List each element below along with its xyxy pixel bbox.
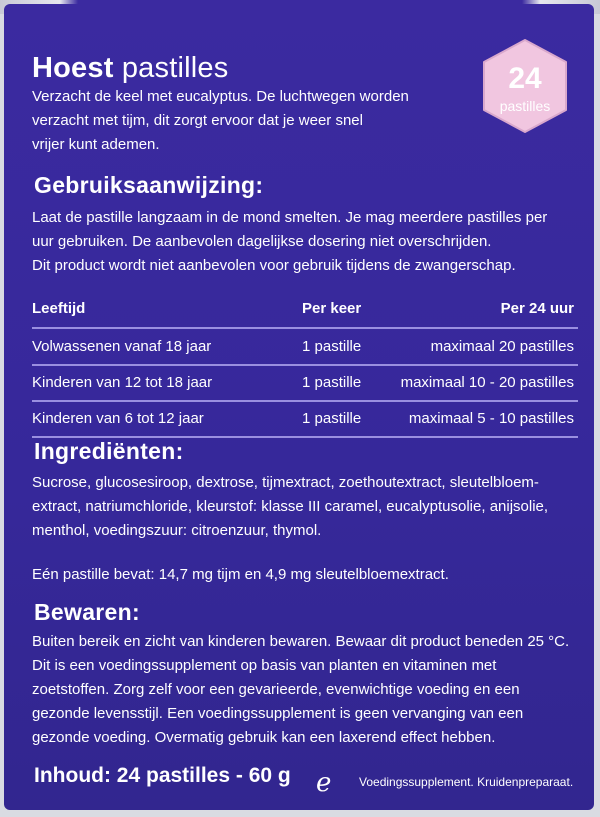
col-header-age: Leeftijd	[32, 300, 86, 317]
net-contents: Inhoud: 24 pastilles - 60 g	[34, 764, 291, 787]
supplement-note: Voedingssupplement. Kruidenpreparaat.	[359, 775, 574, 789]
cell-per-day: maximaal 20 pastilles	[430, 338, 574, 355]
storage-line-4: gezonde levensstijl. Een voedingssupplement is geen vervanging van een	[32, 705, 524, 722]
cell-per-day: maximaal 5 - 10 pastilles	[408, 410, 574, 427]
product-title	[32, 52, 228, 85]
badge-count: 24	[508, 62, 542, 95]
dosage-header-row	[32, 292, 578, 326]
content-note: Eén pastille bevat: 14,7 mg tijm en 4,9 mg sleutelbloemextract.	[32, 566, 449, 583]
cell-per-day: maximaal 10 - 20 pastilles	[400, 374, 574, 391]
usage-line-1: Laat de pastille langzaam in de mond smelten. Je mag meerdere pastilles per	[32, 209, 548, 226]
ingredients-line-1: Sucrose, glucosesiroop, dextrose, tijmextract, zoethoutextract, sleutelbloem-	[32, 474, 539, 491]
usage-heading: Gebruiksaanwijzing:	[34, 172, 264, 198]
table-row	[32, 402, 578, 436]
storage-heading: Bewaren:	[34, 599, 140, 625]
col-header-per-dose: Per keer	[302, 300, 362, 317]
table-row	[32, 366, 578, 400]
intro-line-1: Verzacht de keel met eucalyptus. De luchtwegen worden	[32, 88, 409, 105]
storage-line-2: Dit is een voedingssupplement op basis van planten en vitaminen met	[32, 657, 497, 674]
ingredients-line-3: menthol, voedingszuur: citroenzuur, thymol.	[32, 522, 322, 539]
col-header-per-day: Per 24 uur	[500, 300, 574, 317]
table-row	[32, 330, 578, 364]
product-title-light: pastilles	[121, 52, 229, 84]
cell-per-dose: 1 pastille	[302, 338, 362, 355]
usage-line-2: uur gebruiken. De aanbevolen dagelijkse dosering niet overschrijden.	[32, 233, 492, 250]
product-title-bold: Hoest	[32, 52, 114, 84]
count-badge	[478, 36, 572, 136]
storage-line-3: zoetstoffen. Zorg zelf voor een gevarieerde, evenwichtige voeding en een	[32, 681, 520, 698]
intro-line-2: verzacht met tijm, dit zorgt ervoor dat je weer snel	[32, 112, 363, 129]
cell-per-dose: 1 pastille	[302, 374, 362, 391]
cell-age: Volwassenen vanaf 18 jaar	[32, 338, 212, 355]
usage-line-3: Dit product wordt niet aanbevolen voor gebruik tijdens de zwangerschap.	[32, 257, 516, 274]
e-mark-icon: e	[316, 768, 332, 798]
cell-age: Kinderen van 6 tot 12 jaar	[32, 410, 204, 427]
storage-line-1: Buiten bereik en zicht van kinderen bewaren. Bewaar dit product beneden 25 °C.	[32, 633, 570, 650]
cell-per-dose: 1 pastille	[302, 410, 362, 427]
table-rule	[32, 327, 578, 329]
ingredients-heading: Ingrediënten:	[34, 438, 184, 464]
badge-unit: pastilles	[499, 98, 551, 114]
cell-age: Kinderen van 12 tot 18 jaar	[32, 374, 213, 391]
ingredients-line-2: extract, natriumchloride, kleurstof: klasse III caramel, eucalyptusolie, anijsolie,	[32, 498, 549, 515]
intro-line-3: vrijer kunt ademen.	[32, 136, 160, 153]
storage-line-5: gezonde voeding. Overmatig gebruik kan een laxerend effect hebben.	[32, 729, 496, 746]
package-back-panel	[4, 4, 594, 810]
